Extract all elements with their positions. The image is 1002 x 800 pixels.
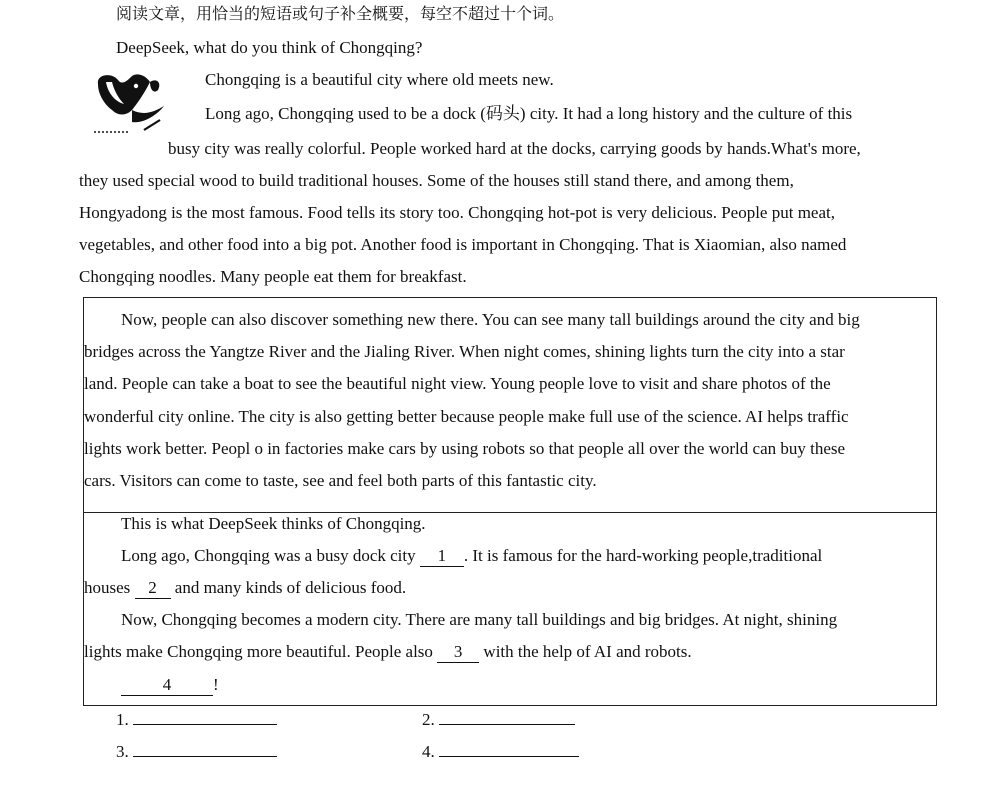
summary-blank-3[interactable]: 3 <box>437 642 479 663</box>
answer-row-1 <box>116 706 277 732</box>
summary-line4 <box>84 640 692 664</box>
summary-end-mark: ! <box>213 675 219 694</box>
answer-number-3: 3. <box>116 742 129 761</box>
box-line3: land. People can take a boat to see the beautiful night view. Young people love to visit and share photos of the <box>84 374 831 393</box>
summary-blank-4[interactable]: 4 <box>121 675 213 696</box>
summary-blank-2[interactable]: 2 <box>135 578 171 599</box>
summary-s1-part1: Long ago, Chongqing was a busy dock city <box>121 546 416 565</box>
summary-line1 <box>121 544 822 568</box>
answer-line-4[interactable] <box>439 738 579 757</box>
question-text: DeepSeek, what do you think of Chongqing? <box>116 38 423 57</box>
answer-line-3[interactable] <box>133 738 277 757</box>
summary-blank-1[interactable]: 1 <box>420 546 464 567</box>
summary-line2 <box>84 576 406 600</box>
box-line5: lights work better. Peopl o in factories make cars by using robots so that people all over the world can buy these <box>84 439 846 458</box>
box-line6: cars. Visitors can come to taste, see and feel both parts of this fantastic city. <box>84 471 597 490</box>
summary-line3: Now, Chongqing becomes a modern city. There are many tall buildings and big bridges. At night, shining <box>121 610 838 629</box>
box-line4: wonderful city online. The city is also getting better because people make full use of the science. AI helps traffic <box>84 407 849 426</box>
box-line1: Now, people can also discover something new there. You can see many tall buildings around the city and big <box>121 310 860 329</box>
summary-line5 <box>121 673 219 697</box>
box-line2: bridges across the Yangtze River and the Jialing River. When night comes, shining lights turn the city into a star <box>84 342 845 361</box>
answer-line-2[interactable] <box>439 706 575 725</box>
answer-line-1[interactable] <box>133 706 277 725</box>
summary-s1-part4: and many kinds of delicious food. <box>174 578 407 597</box>
summary-intro: This is what DeepSeek thinks of Chongqing. <box>121 514 426 533</box>
passage-p2-line2: busy city was really colorful. People worked hard at the docks, carrying goods by hands.What's more, <box>168 139 861 158</box>
passage-p1: Chongqing is a beautiful city where old meets new. <box>205 70 554 89</box>
answer-row-4 <box>422 738 579 764</box>
passage-p2-line6: Chongqing noodles. Many people eat them for breakfast. <box>79 267 467 286</box>
passage-p2-line3: they used special wood to build traditional houses. Some of the houses still stand there, and among them, <box>79 171 794 190</box>
deepseek-whale-logo <box>92 70 166 138</box>
answer-number-1: 1. <box>116 710 129 729</box>
answer-row-2 <box>422 706 575 732</box>
passage-p2-line1: Long ago, Chongqing used to be a dock (码头) city. It had a long history and the culture of this <box>205 104 853 123</box>
passage-p2-line4: Hongyadong is the most famous. Food tells its story too. Chongqing hot-pot is very delicious. People put meat, <box>79 203 835 222</box>
summary-s2-part1: lights make Chongqing more beautiful. People also <box>84 642 433 661</box>
summary-s1-part2: . It is famous for the hard-working people,traditional <box>463 546 823 565</box>
answer-number-4: 4. <box>422 742 435 761</box>
passage-p2-line5: vegetables, and other food into a big pot. Another food is important in Chongqing. That is Xiaomian, also named <box>79 235 847 254</box>
summary-s1-part3: houses <box>84 578 131 597</box>
instruction-text: 阅读文章，用恰当的短语或句子补全概要，每空不超过十个词。 <box>116 4 565 23</box>
answer-number-2: 2. <box>422 710 435 729</box>
summary-s2-part2: with the help of AI and robots. <box>483 642 692 661</box>
answer-row-3 <box>116 738 277 764</box>
